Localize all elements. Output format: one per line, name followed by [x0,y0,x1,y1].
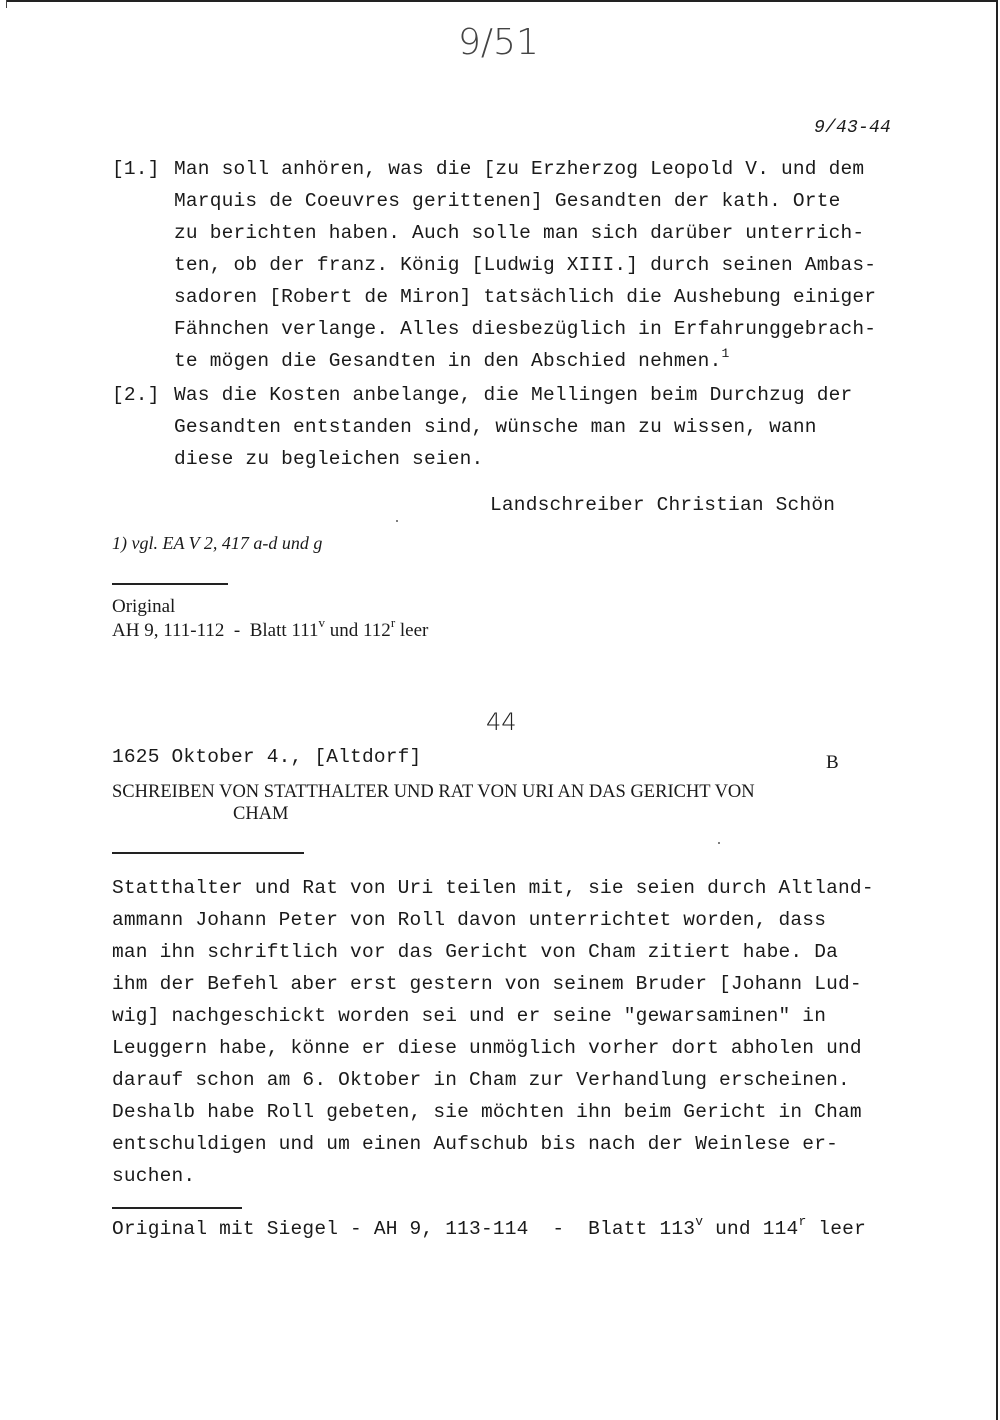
summary-line: wig] nachgeschickt worden sei und er seine "gewarsaminen" in [112,1005,827,1027]
body-line: te mögen die Gesandten in den Abschied nehmen. [174,350,722,372]
document-heading-continued: CHAM [233,804,289,824]
source-text: Original mit Siegel - AH 9, 113-114 - Blatt 113 [112,1218,696,1240]
footnote: 1) vgl. EA V 2, 417 a-d und g [112,533,323,553]
summary-line: Leuggern habe, könne er diese unmöglich vorher dort abholen und [112,1037,862,1059]
source-rule [112,1207,242,1209]
document-heading: SCHREIBEN VON STATTHALTER UND RAT VON URI AN DAS GERICHT VON [112,782,755,802]
body-line-with-footnote [174,345,730,372]
summary-line: suchen. [112,1165,196,1187]
handwritten-page-number: 9/51 [458,22,539,63]
summary-line: ammann Johann Peter von Roll davon unterrichtet worden, dass [112,909,827,931]
page-reference: 9/43-44 [814,118,892,138]
speck [718,842,720,844]
verso-marker: v [318,614,326,630]
scan-edge-left [6,0,7,8]
original-label: Original [112,596,176,617]
document-type-code: B [826,752,839,773]
source-text: leer [399,620,429,641]
recto-marker: r [390,614,396,630]
original-source [112,614,429,642]
document-number: 44 [486,708,517,736]
item-label-1: [1.] [112,158,160,180]
document-date: 1625 Oktober 4., [Altdorf] [112,746,422,768]
footnote-rule [112,583,228,585]
body-line: ten, ob der franz. König [Ludwig XIII.] durch seinen Ambas- [174,254,877,276]
summary-line: darauf schon am 6. Oktober in Cham zur Verhandlung erscheinen. [112,1069,850,1091]
heading-rule [112,852,304,854]
source-text: leer [818,1218,866,1240]
summary-line: Deshalb habe Roll gebeten, sie möchten ihn beim Gericht in Cham [112,1101,862,1123]
source-note [112,1213,866,1240]
summary-line: man ihn schriftlich vor das Gericht von Cham zitiert habe. Da [112,941,839,963]
scan-edge-top [6,0,996,2]
speck [396,520,398,522]
body-line: Man soll anhören, was die [zu Erzherzog Leopold V. und dem [174,158,865,180]
body-line: Fähnchen verlange. Alles diesbezüglich in Erfahrunggebrach- [174,318,877,340]
body-line: sadoren [Robert de Miron] tatsächlich die Aushebung einiger [174,286,877,308]
verso-marker: v [695,1213,704,1229]
summary-line: Statthalter und Rat von Uri teilen mit, sie seien durch Altland- [112,877,874,899]
body-line: Marquis de Coeuvres gerittenen] Gesandten der kath. Orte [174,190,841,212]
source-text: AH 9, 111-112 - Blatt 111 [112,620,319,641]
body-line: zu berichten haben. Auch solle man sich darüber unterrich- [174,222,865,244]
recto-marker: r [798,1213,807,1229]
body-line: diese zu begleichen seien. [174,448,484,470]
signature: Landschreiber Christian Schön [490,494,836,516]
body-line: Gesandten entstanden sind, wünsche man zu wissen, wann [174,416,817,438]
item-label-2: [2.] [112,384,160,406]
source-text: und 112 [329,620,391,641]
scan-edge-right [996,0,998,1420]
source-text: und 114 [715,1218,799,1240]
summary-line: entschuldigen und um einen Aufschub bis nach der Weinlese er- [112,1133,839,1155]
footnote-marker: 1 [721,345,730,361]
summary-line: ihm der Befehl aber erst gestern von seinem Bruder [Johann Lud- [112,973,862,995]
body-line: Was die Kosten anbelange, die Mellingen beim Durchzug der [174,384,853,406]
